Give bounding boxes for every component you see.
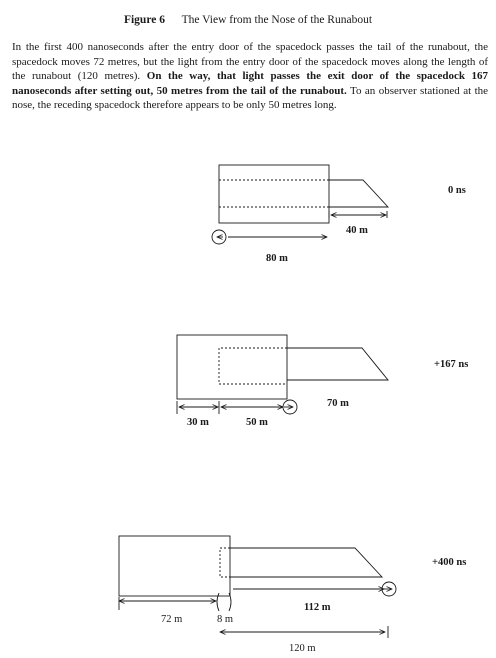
figure-title: The View from the Nose of the Runabout [181,14,373,26]
time-label-0ns: 0 ns [448,185,466,196]
runabout-shape [230,548,382,577]
paragraph-part-1: In the first 400 nanoseconds after the entry door of the spacedock passes the tail of the runabout, the spacedock moves 72 metres, but the light from the entry door of the spacedock moves along the length of the runabout (120 metres). [12,41,488,83]
label-70m: 70 m [327,398,349,409]
runabout-inner-outline [220,548,230,577]
label-72m: 72 m [161,614,183,625]
runabout-inner-outline [219,348,287,384]
label-80m: 80 m [266,253,288,264]
spacedock-box [119,536,230,596]
panel-167ns [177,335,468,428]
label-30m: 30 m [187,417,209,428]
paragraph-part-3: To an observer stationed at the nose, the receding spacedock therefore appears to be only 50 metres long. [12,84,489,112]
label-8m: 8 m [217,614,234,625]
spacedock-box [219,165,329,223]
label-112m: 112 m [304,602,331,613]
runabout-shape [287,348,388,380]
label-40m: 40 m [346,225,368,236]
figure-number: Figure 6 [123,14,165,26]
time-label-400ns: +400 ns [432,557,467,568]
paragraph-part-2: On the way, that light passes the exit door of the spacedock 167 nanoseconds after setting out, 50 metres from the tail of the runabout. [12,70,489,97]
label-120m: 120 m [289,643,316,654]
runabout-shape [329,180,388,207]
spacedock-box [177,335,287,399]
panel-0ns [212,165,466,264]
panel-400ns [119,536,466,654]
time-label-167ns: +167 ns [434,359,469,370]
label-50m: 50 m [246,417,268,428]
